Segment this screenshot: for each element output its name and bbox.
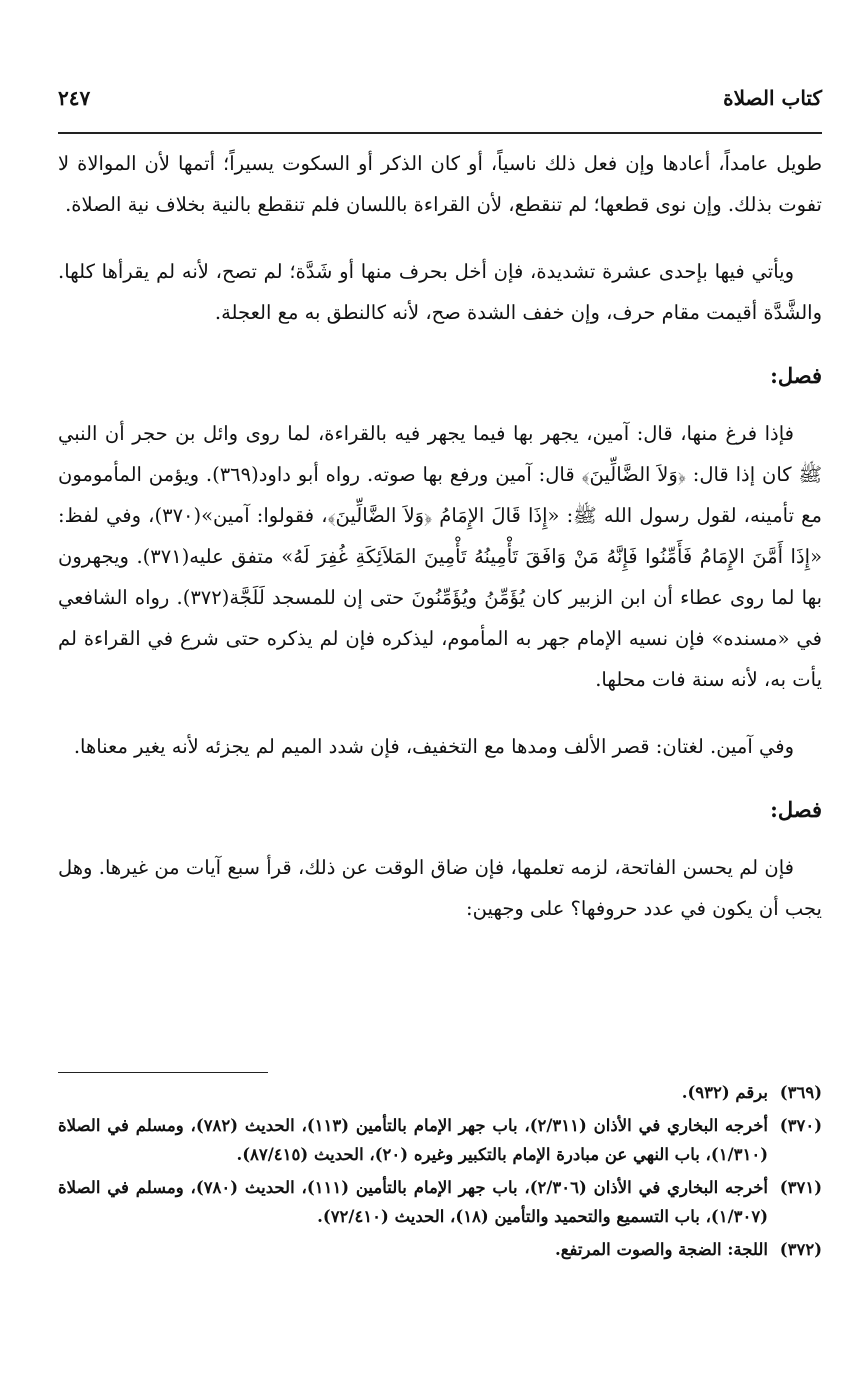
footnote-text: برقم (٩٣٢). xyxy=(681,1083,768,1102)
footnote-number: (٣٧١) xyxy=(779,1178,822,1197)
section-heading-1: فصل: xyxy=(770,363,822,388)
footnote-number: (٣٧٢) xyxy=(779,1240,822,1259)
footnotes xyxy=(58,1078,822,1268)
paragraph-2: ويأتي فيها بإحدى عشرة تشديدة، فإن أخل بحرف منها أو شَدَّة؛ لم تصح، لأنه لم يقرأها كلها. والشَّدَّة أقيمت مقام حرف، وإن خفف الشدة صح، لأنه كالنطق به مع العجلة. xyxy=(58,260,822,324)
paragraph-1: طويل عامداً، أعادها وإن فعل ذلك ناسياً، أو كان الذكر أو السكوت يسيراً؛ أتمها لأن الموالاة لا تفوت بذلك. وإن نوى قطعها؛ لم تنقطع، لأن القراءة باللسان فلم تنقطع بالنية بخلاف نية الصلاة. xyxy=(58,152,822,216)
footnote xyxy=(58,1111,822,1169)
section-heading-2: فصل: xyxy=(770,797,822,822)
footnote xyxy=(58,1173,822,1231)
footnote-divider xyxy=(58,1072,268,1073)
page-number: ٢٤٧ xyxy=(58,86,91,110)
footnote xyxy=(58,1235,822,1264)
page-header xyxy=(58,80,822,120)
footnote-number: (٣٧٠) xyxy=(779,1116,822,1135)
footnote-number: (٣٦٩) xyxy=(779,1083,822,1102)
footnote-text: اللجة: الضجة والصوت المرتفع. xyxy=(555,1240,768,1259)
paragraph-4: وفي آمين. لغتان: قصر الألف ومدها مع التخفيف، فإن شدد الميم لم يجزئه لأنه يغير معناها. xyxy=(73,735,794,758)
paragraph-5: فإن لم يحسن الفاتحة، لزمه تعلمها، فإن ضاق الوقت عن ذلك، قرأ سبع آيات من غيرها. وهل يجب أن يكون في عدد حروفها؟ على وجهين: xyxy=(58,856,822,920)
footnote-text: أخرجه البخاري في الأذان (٢/٣١١)، باب جهر الإمام بالتأمين (١١٣)، الحديث (٧٨٢)، ومسلم في الصلاة (١/٣١٠)، باب النهي عن مبادرة الإمام بالتكبير وغيره (٢٠)، الحديث (٨٧/٤١٥). xyxy=(58,1116,768,1164)
footnote-text: أخرجه البخاري في الأذان (٢/٣٠٦)، باب جهر الإمام بالتأمين (١١١)، الحديث (٧٨٠)، ومسلم في الصلاة (١/٣٠٧)، باب التسميع والتحميد والتأمين (١٨)، الحديث (٧٢/٤١٠). xyxy=(58,1178,768,1226)
running-title: كتاب الصلاة xyxy=(723,86,822,110)
paragraph-3: فإذا فرغ منها، قال: آمين، يجهر بها فيما يجهر فيه بالقراءة، لما روى وائل بن حجر أن النبي ﷺ كان إذا قال: ﴿وَلاَ الضَّالِّينَ﴾ قال: آمين ورفع بها صوته. رواه أبو داود(٣٦٩). ويؤمن المأمومون مع تأمينه، لقول رسول الله ﷺ: «إِذَا قَالَ الإِمَامُ ﴿وَلاَ الضَّالِّينَ﴾، فقولوا: آمين»(٣٧٠)، وفي لفظ: «إِذَا أَمَّنَ الإِمَامُ فَأَمِّنُوا فَإِنَّهُ مَنْ وَافَقَ تَأْمِينُهُ تَأْمِينَ المَلاَئِكَةِ غُفِرَ لَهُ» متفق عليه(٣٧١). ويجهرون بها لما روى عطاء أن ابن الزبير كان يُؤَمِّنُ ويُؤَمِّنُونَ حتى إن للمسجد لَلَجَّة(٣٧٢). رواه الشافعي في «مسنده» فإن نسيه الإمام جهر به المأموم، ليذكره فإن لم يذكره حتى شرع في القراءة لم يأت به، لأنه سنة فات محلها. xyxy=(58,422,823,691)
main-text xyxy=(58,143,822,955)
header-divider xyxy=(58,132,822,134)
footnote xyxy=(58,1078,822,1107)
